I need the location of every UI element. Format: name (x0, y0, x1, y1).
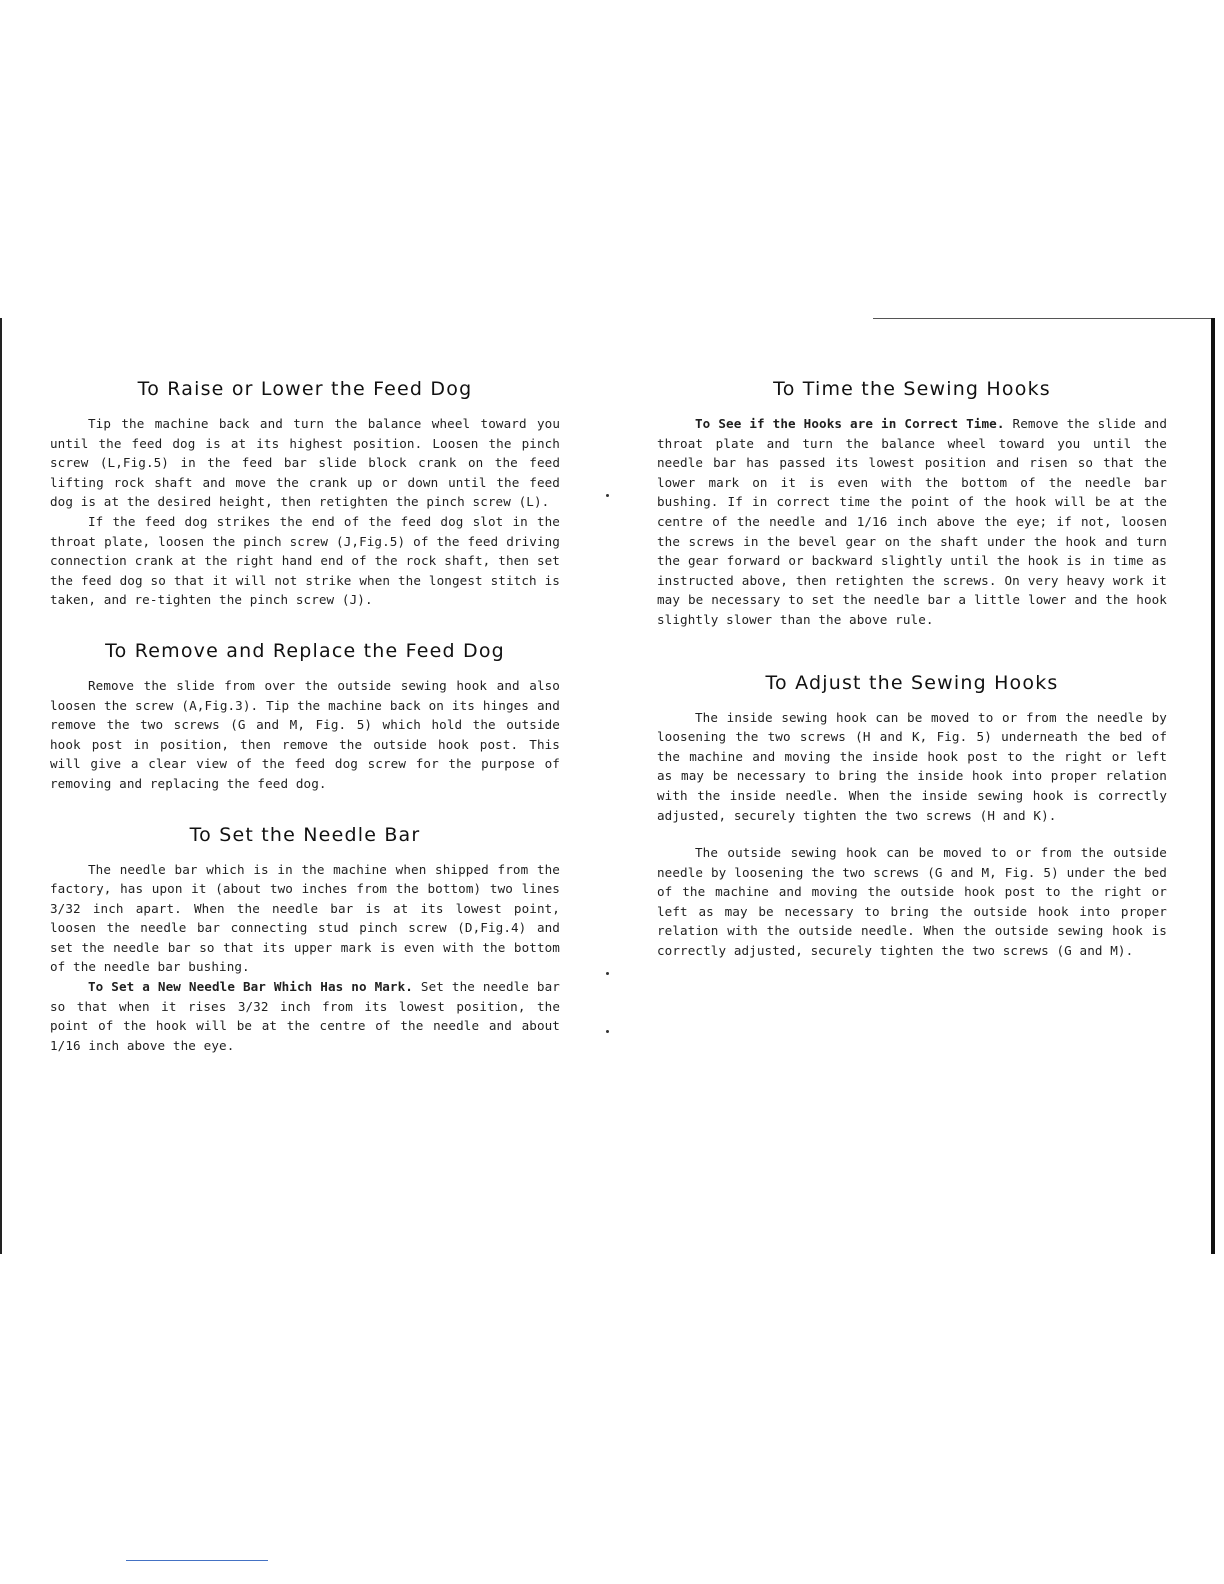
right-page-edge (1211, 318, 1215, 1254)
paragraph-gap (657, 825, 1167, 843)
gutter-dot (606, 494, 609, 497)
paragraph-lead: To See if the Hooks are in Correct Time. (695, 416, 1005, 431)
paragraph: Remove the slide from over the outside sewing hook and also loosen the screw (A,Fig.3). Tip the machine back on its hinges and remove the two screws (G and M, Fig. 5) which hold the outside hook post in position, then remove the outside hook post. This will give a clear view of the feed dog screw for the purpose of removing and replacing the feed dog. (50, 677, 560, 791)
section-heading: To Remove and Replace the Feed Dog (105, 639, 505, 662)
footer-rule (126, 1560, 268, 1561)
gutter-dot (606, 972, 609, 975)
lead-paragraph (50, 977, 560, 1055)
section-set-needle-bar (50, 824, 560, 1056)
paragraph-lead: To Set a New Needle Bar Which Has no Mark. (88, 979, 413, 995)
left-page-edge (0, 318, 2, 1254)
paragraph-text: Set the needle bar so that when it rises 3/32 inch from its lowest position, the point of the hook will be at the centre of the needle and about 1/16 inch above the eye. (50, 979, 560, 1053)
top-page-edge (873, 318, 1213, 319)
section-time-sewing-hooks (657, 378, 1167, 630)
lead-paragraph (657, 414, 1167, 630)
section-remove-replace-feed-dog (50, 640, 560, 794)
section-heading: To Set the Needle Bar (189, 823, 421, 846)
gutter-dot (606, 1030, 609, 1033)
section-adjust-sewing-hooks (657, 672, 1167, 961)
left-page (50, 378, 560, 1085)
paragraph: Tip the machine back and turn the balance wheel toward you until the feed dog is at its highest position. Loosen the pinch screw (L,Fig.5) in the feed bar slide block crank on the feed lifting rock shaft and move the crank up or down until the feed dog is at the desired height, then retighten the pinch screw (L). (50, 416, 560, 510)
paragraph: The outside sewing hook can be moved to or from the outside needle by loosening the two screws (G and M, Fig. 5) under the bed of the machine and moving the outside hook post to the right or left as may be necessary to bring the outside hook into proper relation with the outside needle. When the outside sewing hook is correctly adjusted, securely tighten the two screws (G and M). (657, 845, 1167, 959)
paragraph-text: Remove the slide and throat plate and turn the balance wheel toward you until the needle bar has passed its lowest position and risen so that the lower mark on it is even with the bottom of the needle bar bushing. If in correct time the point of the hook will be at the centre of the needle and 1/16 inch above the eye; if not, loosen the screws in the bevel gear on the shaft under the hook and turn the gear forward or backward slightly until the hook is in time as instructed above, then retighten the screws. On very heavy work it may be necessary to set the needle bar a little lower and the hook slightly slower than the above rule. (657, 416, 1167, 627)
paragraph: The needle bar which is in the machine when shipped from the factory, has upon it (about two inches from the bottom) two lines 3/32 inch apart. When the needle bar is at its lowest point, loosen the needle bar connecting stud pinch screw (D,Fig.4) and set the needle bar so that its upper mark is even with the bottom of the needle bar bushing. (50, 861, 560, 975)
right-page (657, 378, 1167, 991)
section-heading: To Raise or Lower the Feed Dog (137, 378, 473, 400)
paragraph: The inside sewing hook can be moved to or from the needle by loosening the two screws (H and K, Fig. 5) underneath the bed of the machine and moving the inside hook post to the right or left as may be necessary to bring the inside hook into proper relation with the inside needle. When the inside sewing hook is correctly adjusted, securely tighten the two screws (H and K). (657, 709, 1167, 823)
section-heading: To Adjust the Sewing Hooks (765, 671, 1059, 694)
section-raise-lower-feed-dog (50, 378, 560, 610)
section-heading: To Time the Sewing Hooks (773, 378, 1051, 400)
paragraph: If the feed dog strikes the end of the feed dog slot in the throat plate, loosen the pinch screw (J,Fig.5) of the feed driving connection crank at the right hand end of the rock shaft, then set the feed dog so that it will not strike when the longest stitch is taken, and re-tighten the pinch screw (J). (50, 513, 560, 608)
